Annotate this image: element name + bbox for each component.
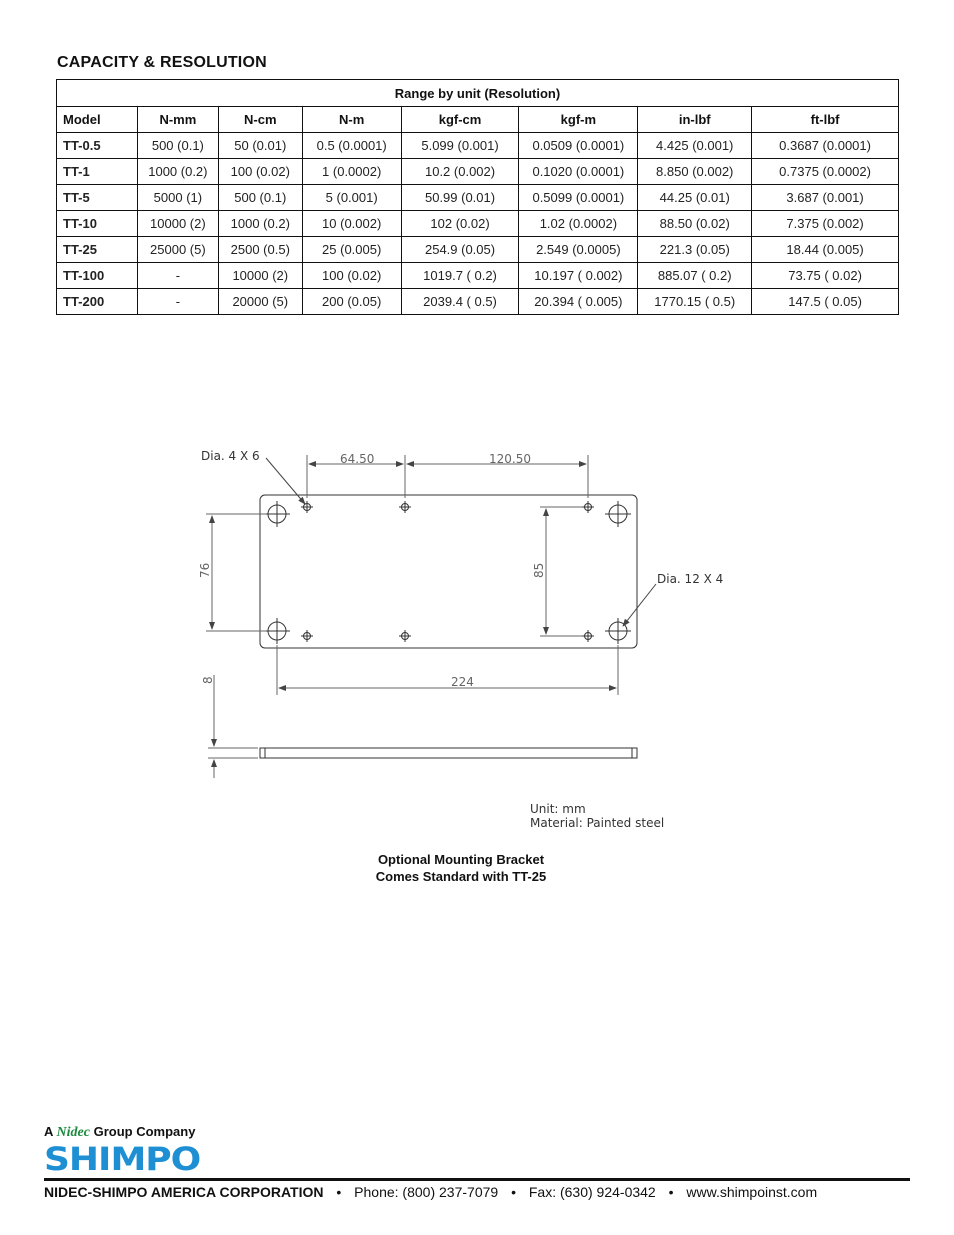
value-cell: 44.25 (0.01) bbox=[638, 185, 752, 211]
value-cell: 2039.4 ( 0.5) bbox=[401, 289, 519, 315]
dimension-8 bbox=[208, 675, 258, 778]
value-cell: 3.687 (0.001) bbox=[752, 185, 899, 211]
large-hole bbox=[605, 618, 631, 644]
value-cell: 20.394 ( 0.005) bbox=[519, 289, 638, 315]
table-row bbox=[57, 133, 899, 159]
dimension-85 bbox=[540, 507, 582, 636]
section-title: CAPACITY & RESOLUTION bbox=[57, 54, 267, 71]
dimension-76 bbox=[206, 514, 266, 631]
model-cell: TT-200 bbox=[57, 289, 138, 315]
fax-number: Fax: (630) 924-0342 bbox=[528, 1184, 656, 1200]
corporation-name: NIDEC-SHIMPO AMERICA CORPORATION bbox=[44, 1184, 324, 1200]
caption-line: Optional Mounting Bracket bbox=[377, 852, 545, 867]
model-cell: TT-25 bbox=[57, 237, 138, 263]
unit-label: Unit: mm bbox=[530, 802, 586, 816]
plate-side-view bbox=[260, 748, 637, 758]
column-header: N-mm bbox=[137, 107, 218, 133]
value-cell: 1.02 (0.0002) bbox=[519, 211, 638, 237]
dimension-224 bbox=[277, 645, 618, 695]
value-cell: 254.9 (0.05) bbox=[401, 237, 519, 263]
material-label: Material: Painted steel bbox=[530, 816, 665, 830]
value-cell: 10000 (2) bbox=[218, 263, 302, 289]
value-cell: 10000 (2) bbox=[137, 211, 218, 237]
value-cell: 5.099 (0.001) bbox=[401, 133, 519, 159]
value-cell: 7.375 (0.002) bbox=[752, 211, 899, 237]
footer-divider bbox=[44, 1178, 910, 1181]
dia-large-label: Dia. 12 X 4 bbox=[657, 572, 724, 586]
dim-64-label: 64.50 bbox=[340, 452, 375, 466]
model-cell: TT-5 bbox=[57, 185, 138, 211]
value-cell: 1000 (0.2) bbox=[218, 211, 302, 237]
small-hole bbox=[582, 630, 594, 642]
value-cell: 0.3687 (0.0001) bbox=[752, 133, 899, 159]
value-cell: - bbox=[137, 289, 218, 315]
value-cell: 0.5 (0.0001) bbox=[302, 133, 401, 159]
value-cell: 18.44 (0.005) bbox=[752, 237, 899, 263]
value-cell: 1770.15 ( 0.5) bbox=[638, 289, 752, 315]
nidec-logo: Nidec bbox=[56, 1125, 90, 1140]
column-header: kgf-m bbox=[519, 107, 638, 133]
value-cell: 10.197 ( 0.002) bbox=[519, 263, 638, 289]
value-cell: 0.0509 (0.0001) bbox=[519, 133, 638, 159]
value-cell: 100 (0.02) bbox=[302, 263, 401, 289]
value-cell: 0.1020 (0.0001) bbox=[519, 159, 638, 185]
separator: • bbox=[336, 1184, 342, 1200]
column-header: in-lbf bbox=[638, 107, 752, 133]
small-hole bbox=[399, 501, 411, 513]
value-cell: 1019.7 ( 0.2) bbox=[401, 263, 519, 289]
value-cell: 0.7375 (0.0002) bbox=[752, 159, 899, 185]
value-cell: 25 (0.005) bbox=[302, 237, 401, 263]
phone-number: Phone: (800) 237-7079 bbox=[354, 1184, 499, 1200]
drawing-caption bbox=[331, 851, 591, 885]
value-cell: 4.425 (0.001) bbox=[638, 133, 752, 159]
dim-85-label: 85 bbox=[532, 562, 546, 578]
plate-outline bbox=[260, 495, 637, 648]
tag-suffix: Group Company bbox=[93, 1124, 196, 1139]
large-hole bbox=[605, 501, 631, 527]
value-cell: 500 (0.1) bbox=[137, 133, 218, 159]
small-hole bbox=[582, 501, 594, 513]
leader-dia-small bbox=[266, 458, 305, 504]
large-hole bbox=[264, 618, 290, 644]
table-body bbox=[57, 133, 899, 315]
value-cell: 5 (0.001) bbox=[302, 185, 401, 211]
dim-224-label: 224 bbox=[451, 675, 474, 689]
value-cell: 200 (0.05) bbox=[302, 289, 401, 315]
value-cell: 1 (0.0002) bbox=[302, 159, 401, 185]
dia-small-label: Dia. 4 X 6 bbox=[201, 449, 260, 463]
value-cell: 10.2 (0.002) bbox=[401, 159, 519, 185]
capacity-table bbox=[56, 79, 899, 315]
small-hole bbox=[399, 630, 411, 642]
model-cell: TT-0.5 bbox=[57, 133, 138, 159]
value-cell: 88.50 (0.02) bbox=[638, 211, 752, 237]
value-cell: 20000 (5) bbox=[218, 289, 302, 315]
table-row bbox=[57, 211, 899, 237]
table-row bbox=[57, 185, 899, 211]
value-cell: 10 (0.002) bbox=[302, 211, 401, 237]
column-header: kgf-cm bbox=[401, 107, 519, 133]
separator: • bbox=[511, 1184, 516, 1200]
value-cell: 100 (0.02) bbox=[218, 159, 302, 185]
value-cell: 2.549 (0.0005) bbox=[519, 237, 638, 263]
caption-line: Comes Standard with TT-25 bbox=[375, 869, 547, 884]
value-cell: 73.75 ( 0.02) bbox=[752, 263, 899, 289]
value-cell: 0.5099 (0.0001) bbox=[519, 185, 638, 211]
table-row bbox=[57, 289, 899, 315]
model-cell: TT-10 bbox=[57, 211, 138, 237]
value-cell: 102 (0.02) bbox=[401, 211, 519, 237]
column-header: N-m bbox=[302, 107, 401, 133]
small-hole bbox=[301, 501, 313, 513]
value-cell: 8.850 (0.002) bbox=[638, 159, 752, 185]
small-hole bbox=[301, 630, 313, 642]
dim-76-label: 76 bbox=[198, 562, 212, 578]
value-cell: 50 (0.01) bbox=[218, 133, 302, 159]
model-cell: TT-1 bbox=[57, 159, 138, 185]
value-cell: 500 (0.1) bbox=[218, 185, 302, 211]
column-header: Model bbox=[57, 107, 138, 133]
mounting-bracket-drawing bbox=[0, 430, 954, 840]
table-row bbox=[57, 237, 899, 263]
value-cell: 221.3 (0.05) bbox=[638, 237, 752, 263]
group-company-tag bbox=[44, 1124, 195, 1141]
column-header-row bbox=[57, 107, 899, 133]
value-cell: 2500 (0.5) bbox=[218, 237, 302, 263]
separator: • bbox=[668, 1184, 674, 1200]
contact-line bbox=[44, 1184, 817, 1200]
tag-prefix: A bbox=[44, 1124, 53, 1139]
value-cell: 50.99 (0.01) bbox=[401, 185, 519, 211]
column-header: ft-lbf bbox=[752, 107, 899, 133]
dim-8-label: 8 bbox=[201, 676, 215, 684]
table-row bbox=[57, 263, 899, 289]
website-link[interactable]: www.shimpoinst.com bbox=[686, 1184, 818, 1200]
value-cell: 885.07 ( 0.2) bbox=[638, 263, 752, 289]
value-cell: 1000 (0.2) bbox=[137, 159, 218, 185]
table-row bbox=[57, 159, 899, 185]
shimpo-logo: SHIMPO bbox=[44, 1141, 201, 1178]
large-hole bbox=[264, 501, 290, 527]
model-cell: TT-100 bbox=[57, 263, 138, 289]
value-cell: 147.5 ( 0.05) bbox=[752, 289, 899, 315]
dim-120-label: 120.50 bbox=[489, 452, 531, 466]
value-cell: 5000 (1) bbox=[137, 185, 218, 211]
range-header: Range by unit (Resolution) bbox=[57, 80, 899, 107]
value-cell: 25000 (5) bbox=[137, 237, 218, 263]
leader-dia-large bbox=[623, 584, 656, 626]
value-cell: - bbox=[137, 263, 218, 289]
column-header: N-cm bbox=[218, 107, 302, 133]
